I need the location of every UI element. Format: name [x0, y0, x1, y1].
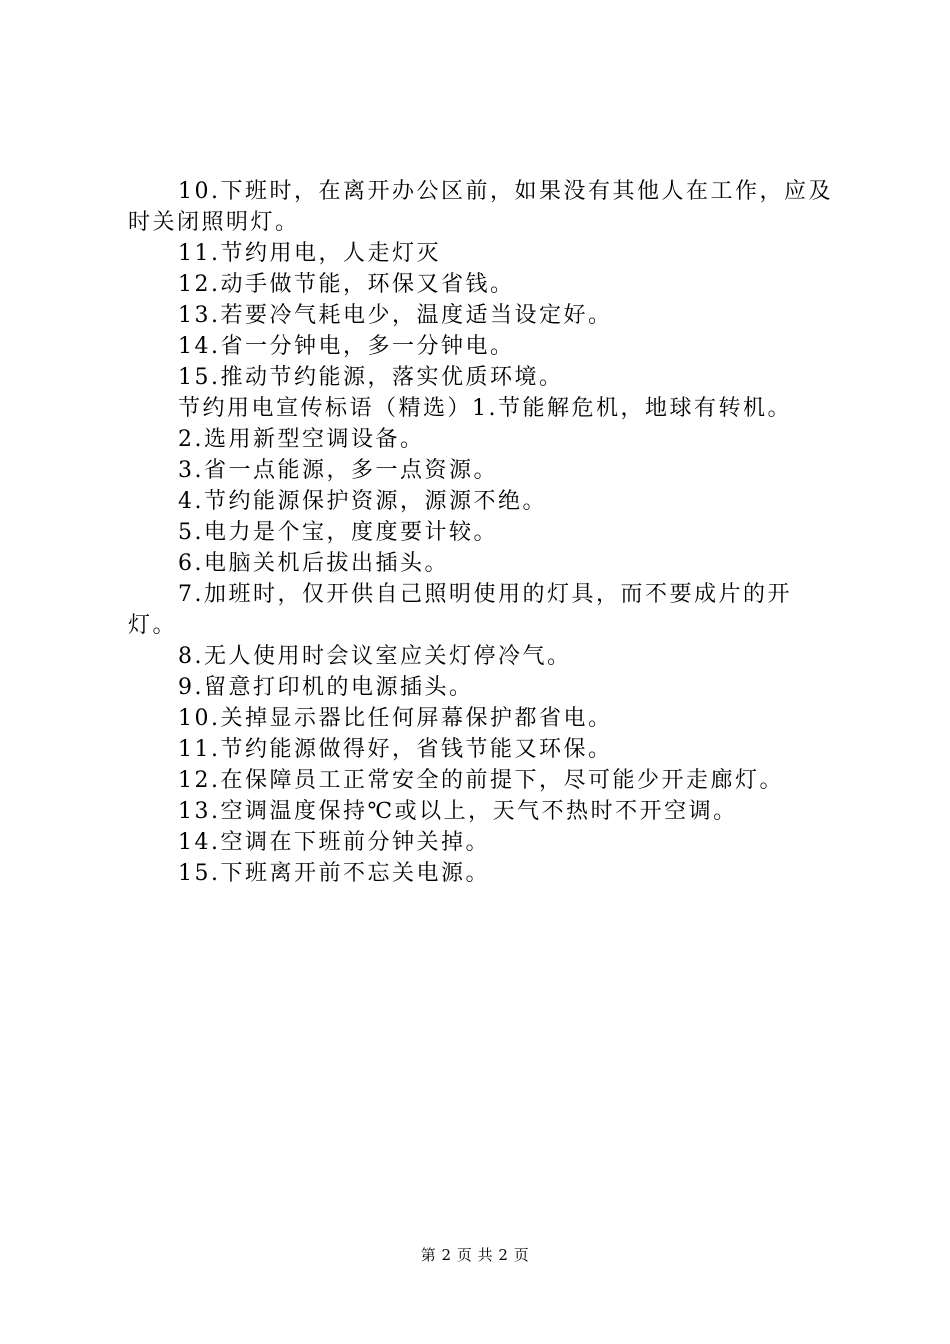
paragraph: 3.省一点能源，多一点资源。 — [178, 458, 498, 483]
paragraph: 12.动手做节能，环保又省钱。 — [178, 272, 515, 297]
paragraph: 7.加班时，仅开供自己照明使用的灯具，而不要成片的开灯。 — [128, 582, 792, 638]
paragraph: 14.空调在下班前分钟关掉。 — [178, 830, 490, 855]
paragraph: 11.节约用电，人走灯灭 — [178, 241, 441, 266]
paragraph: 2.选用新型空调设备。 — [178, 427, 425, 452]
page-footer — [0, 1245, 950, 1265]
paragraph: 10.下班时，在离开办公区前，如果没有其他人在工作，应及时关闭照明灯。 — [128, 179, 833, 235]
document-body — [128, 176, 833, 889]
paragraph: 13.空调温度保持℃或以上，天气不热时不开空调。 — [178, 799, 738, 824]
section-heading-paragraph: 节约用电宣传标语（精选）1.节能解危机，地球有转机。 — [178, 396, 792, 421]
paragraph: 6.电脑关机后拔出插头。 — [178, 551, 449, 576]
paragraph: 13.若要冷气耗电少，温度适当设定好。 — [178, 303, 613, 328]
paragraph: 15.下班离开前不忘关电源。 — [178, 861, 490, 886]
paragraph: 11.节约能源做得好，省钱节能又环保。 — [178, 737, 613, 762]
paragraph: 15.推动节约能源，落实优质环境。 — [178, 365, 564, 390]
paragraph: 12.在保障员工正常安全的前提下，尽可能少开走廊灯。 — [178, 768, 784, 793]
paragraph: 14.省一分钟电，多一分钟电。 — [178, 334, 515, 359]
paragraph: 5.电力是个宝，度度要计较。 — [178, 520, 498, 545]
paragraph: 9.留意打印机的电源插头。 — [178, 675, 474, 700]
paragraph: 8.无人使用时会议室应关灯停冷气。 — [178, 644, 572, 669]
paragraph: 4.节约能源保护资源，源源不绝。 — [178, 489, 547, 514]
page-number: 第 2 页 共 2 页 — [420, 1246, 530, 1264]
paragraph: 10.关掉显示器比任何屏幕保护都省电。 — [178, 706, 613, 731]
